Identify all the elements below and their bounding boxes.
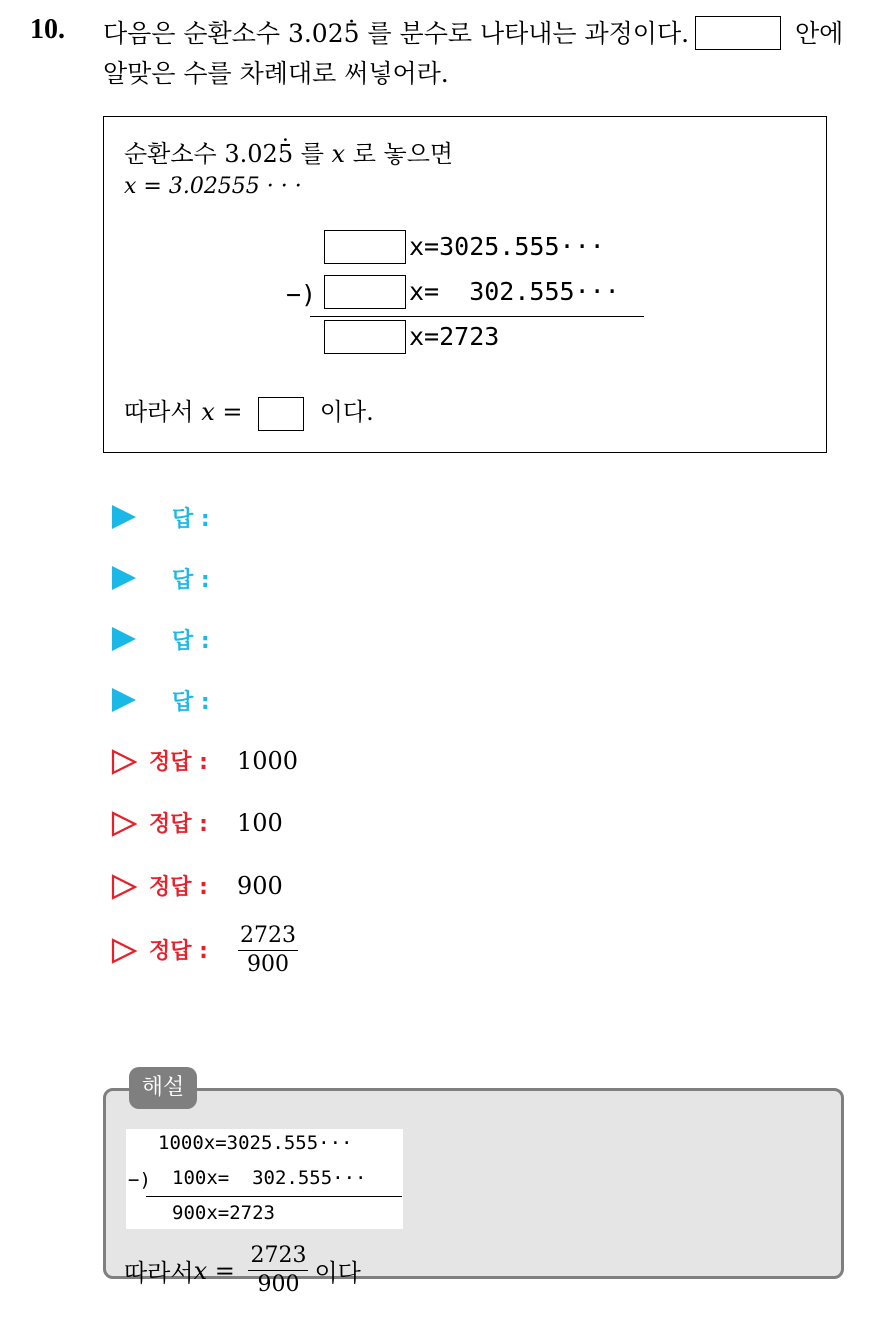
solution-conclusion-var: x xyxy=(193,1256,208,1285)
answer-label: 답 : xyxy=(172,629,210,654)
conclusion-part1: 따라서 xyxy=(124,398,202,426)
answer-arrow-icon xyxy=(112,627,136,651)
work-line1-part2: 를 xyxy=(293,140,332,168)
equation1-blank-box xyxy=(324,230,406,264)
conclusion-eq: = xyxy=(214,398,251,426)
answer-label: 답 : xyxy=(172,568,210,593)
solution-minus-sign: −) xyxy=(128,1169,151,1191)
correct-label: 정답 : xyxy=(149,750,208,775)
work-line2: x = 3.02555 · · · xyxy=(124,174,302,199)
equation2-blank-box xyxy=(324,275,406,309)
subtraction-line xyxy=(310,316,644,317)
question-text-part1: 다음은 순환소수 3.02 xyxy=(103,19,344,48)
solution-subtraction-line xyxy=(146,1196,402,1197)
correct-value: 100 xyxy=(237,809,283,837)
correct-triangle-icon xyxy=(111,749,137,775)
correct-label: 정답 : xyxy=(149,939,208,964)
correct-fraction xyxy=(238,922,298,979)
conclusion-blank-box xyxy=(258,397,304,431)
work-line1-part3: 로 놓으면 xyxy=(345,140,454,168)
work-line1-part1: 순환소수 3.02 xyxy=(124,140,278,168)
conclusion-part2: 이다. xyxy=(312,398,374,426)
solution-conclusion-part1: 따라서 xyxy=(124,1259,194,1287)
question-blank-box xyxy=(695,16,781,50)
solution-conclusion-part2: 이다 xyxy=(314,1259,361,1287)
solution-tag: 해설 xyxy=(129,1067,197,1109)
question-text-part2: 를 분수로 나타내는 과정이다. xyxy=(359,19,690,48)
question-text-part3: 안에 xyxy=(787,19,844,48)
work-line1-var: x xyxy=(331,140,346,168)
correct-label: 정답 : xyxy=(149,875,208,900)
answer-arrow-icon xyxy=(112,688,136,712)
solution-conclusion xyxy=(124,1242,361,1299)
solution-numerator: 2723 xyxy=(248,1242,308,1271)
solution-eq2: 100x= 302.555··· xyxy=(172,1167,367,1189)
answer-label: 답 : xyxy=(172,507,210,532)
minus-sign: −) xyxy=(286,280,317,309)
fraction-denominator: 900 xyxy=(247,952,289,977)
fraction-numerator: 2723 xyxy=(238,922,298,951)
work-repeating-digit: 5 · xyxy=(278,140,293,168)
correct-label: 정답 : xyxy=(149,812,208,837)
correct-value: 1000 xyxy=(237,747,299,775)
repeating-digit: 5 · xyxy=(344,14,360,54)
solution-denominator: 900 xyxy=(257,1272,300,1297)
correct-triangle-icon xyxy=(111,938,137,964)
correct-triangle-icon xyxy=(111,811,137,837)
correct-triangle-icon xyxy=(111,874,137,900)
answer-label: 답 : xyxy=(172,690,210,715)
solution-eq3: 900x=2723 xyxy=(172,1202,275,1224)
question-text-line2: 알맞은 수를 차례대로 써넣어라. xyxy=(103,59,449,88)
equation1-rhs: x=3025.555··· xyxy=(409,232,605,261)
conclusion-var: x xyxy=(201,398,215,426)
work-conclusion xyxy=(124,392,374,431)
equation3-blank-box xyxy=(324,320,406,354)
solution-conclusion-eq: = xyxy=(207,1256,243,1285)
work-line1 xyxy=(124,134,453,169)
answer-arrow-icon xyxy=(112,566,136,590)
question-number: 10. xyxy=(30,14,65,45)
solution-fraction xyxy=(248,1242,308,1299)
equation3-rhs: x=2723 xyxy=(409,322,500,351)
equation2-rhs: x= 302.555··· xyxy=(409,277,620,306)
solution-eq1: 1000x=3025.555··· xyxy=(158,1132,353,1154)
question-text xyxy=(103,14,873,94)
correct-value: 900 xyxy=(237,872,283,900)
answer-arrow-icon xyxy=(112,505,136,529)
